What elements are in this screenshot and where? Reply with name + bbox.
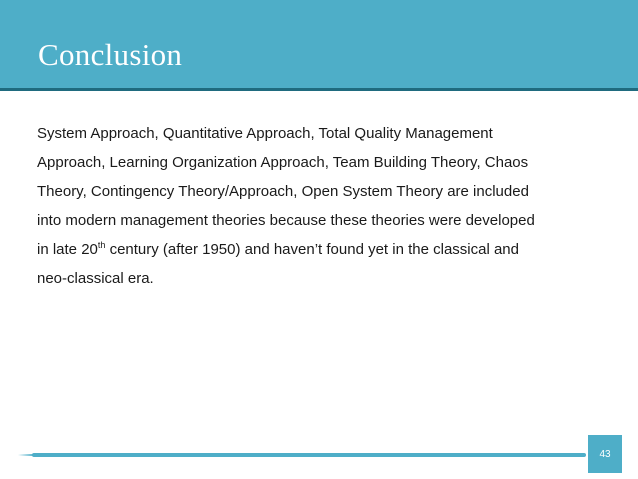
ordinal-superscript: th <box>97 240 106 250</box>
body-line: neo-classical era. <box>37 270 154 287</box>
body-line: into modern management theories because these theories were developed <box>37 212 535 229</box>
slide-body-text <box>37 119 597 293</box>
slide-number: 43 <box>599 448 611 460</box>
body-line: System Approach, Quantitative Approach, Total Quality Management <box>37 125 493 142</box>
body-line <box>37 235 597 264</box>
body-text-fragment: in late 20 <box>37 241 98 258</box>
footer-rule <box>32 453 586 457</box>
body-line: Approach, Learning Organization Approach, Team Building Theory, Chaos <box>37 154 529 171</box>
slide-title: Conclusion <box>38 37 183 72</box>
slide-number-badge <box>588 435 622 473</box>
body-line: Theory, Contingency Theory/Approach, Open System Theory are included <box>37 183 529 200</box>
header-divider <box>0 88 638 91</box>
body-text-fragment: century (after 1950) and haven’t found yet in the classical and <box>105 241 519 258</box>
